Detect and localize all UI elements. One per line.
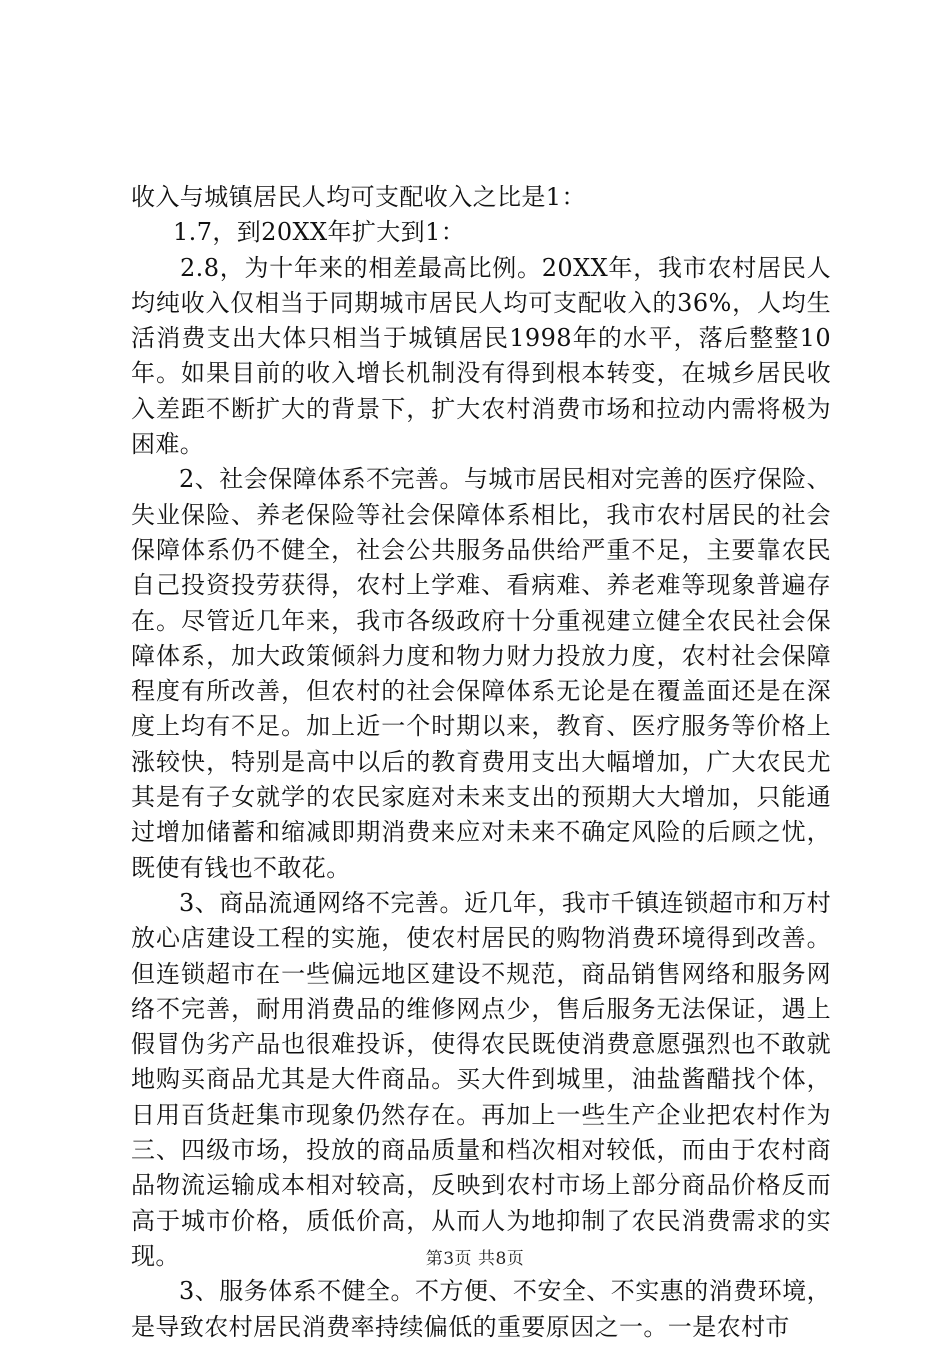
paragraph-income-ratio-start: 收入与城镇居民人均可支配收入之比是1： (131, 183, 586, 211)
paragraph-ratio-2-8: 2.8，为十年来的相差最高比例。20XX年，我市农村居民人均纯收入仅相当于同期城市居民人均可支配收入的36%，人均生活消费支出大体只相当于城镇居民1998年的水平，落后整整10年。如果目前的收入增长机制没有得到根本转变，在城乡居民收入差距不断扩大的背景下，扩大农村消费市场和拉动内需将极为困难。 (131, 253, 831, 459)
paragraph-commodity-network: 3、商品流通网络不完善。近几年，我市千镇连锁超市和万村放心店建设工程的实施，使农村居民的购物消费环境得到改善。但连锁超市在一些偏远地区建设不规范，商品销售网络和服务网络不完善，耐用消费品的维修网点少，售后服务无法保证，遇上假冒伪劣产品也很难投诉，使得农民既使消费意愿强烈也不敢就地购买商品尤其是大件商品。买大件到城里，油盐酱醋找个体，日用百货赶集市现象仍然存在。再加上一些生产企业把农村作为三、四级市场，投放的商品质量和档次相对较低，而由于农村商品物流运输成本相对较高，反映到农村市场上部分商品价格反而高于城市价格，质低价高，从而人为地抑制了农民消费需求的实现。 (131, 888, 831, 1270)
paragraph-ratio-1-7: 1.7，到20XX年扩大到1： (173, 218, 466, 247)
page-number-footer: 第3页 共8页 (425, 1249, 525, 1269)
document-body (131, 180, 831, 1345)
paragraph-service-system: 3、服务体系不健全。不方便、不安全、不实惠的消费环境，是导致农村居民消费率持续偏低的重要原因之一。一是农村市 (131, 1277, 831, 1341)
paragraph-social-security: 2、社会保障体系不完善。与城市居民相对完善的医疗保险、失业保险、养老保险等社会保障体系相比，我市农村居民的社会保障体系仍不健全，社会公共服务品供给严重不足，主要靠农民自己投资投劳获得，农村上学难、看病难、养老难等现象普遍存在。尽管近几年来，我市各级政府十分重视建立健全农民社会保障体系，加大政策倾斜力度和物力财力投放力度，农村社会保障程度有所改善，但农村的社会保障体系无论是在覆盖面还是在深度上均有不足。加上近一个时期以来，教育、医疗服务等价格上涨较快，特别是高中以后的教育费用支出大幅增加，广大农民尤其是有子女就学的农民家庭对未来支出的预期大大增加，只能通过增加储蓄和缩减即期消费来应对未来不确定风险的后顾之忧，既使有钱也不敢花。 (131, 465, 831, 882)
